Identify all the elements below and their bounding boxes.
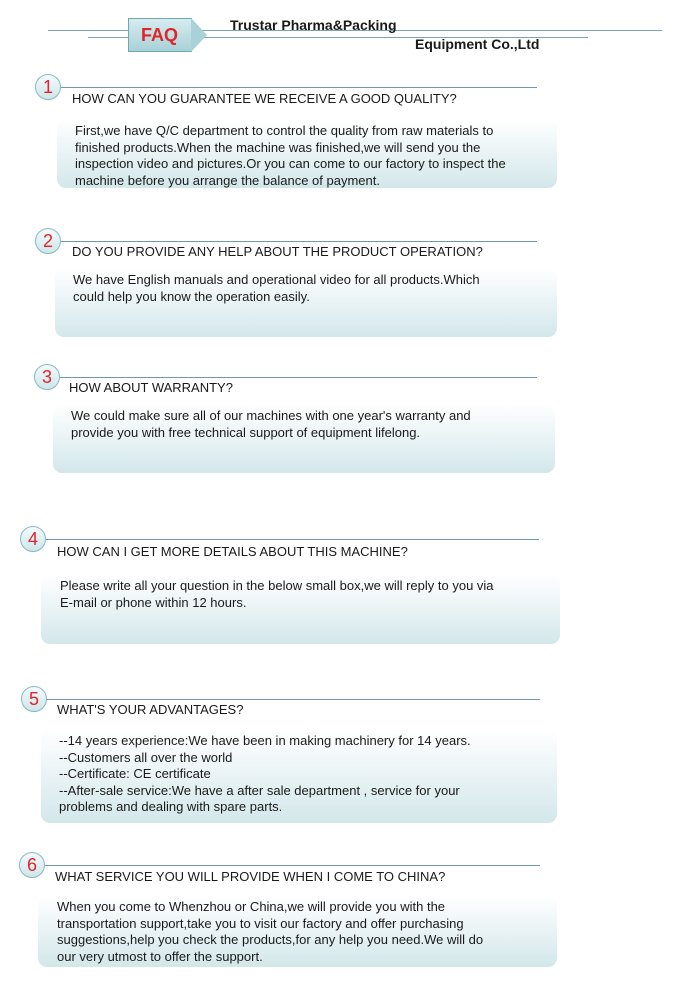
answer-line: --Customers all over the world — [59, 749, 233, 765]
answer-line: our very utmost to offer the support. — [57, 948, 263, 964]
answer-line: finished products.When the machine was finished,we will send you the — [75, 139, 481, 155]
faq-question: HOW CAN I GET MORE DETAILS ABOUT THIS MACHINE? — [57, 544, 408, 559]
answer-line: machine before you arrange the balance of payment. — [75, 172, 380, 188]
faq-label: FAQ — [141, 24, 179, 45]
answer-line: E-mail or phone within 12 hours. — [60, 594, 247, 610]
question-rule — [46, 539, 539, 540]
faq-question: HOW CAN YOU GUARANTEE WE RECEIVE A GOOD QUALITY? — [72, 91, 457, 106]
faq-number-badge: 6 — [19, 852, 45, 878]
faq-answer-box — [38, 895, 557, 967]
answer-line: inspection video and pictures.Or you can come to our factory to inspect the — [75, 156, 506, 171]
faq-banner-arrow — [191, 18, 207, 52]
faq-answer-box — [55, 268, 557, 337]
answer-line: We could make sure all of our machines with one year's warranty and — [71, 408, 471, 423]
company-name-line2: Equipment Co.,Ltd — [415, 36, 540, 52]
company-name-line1: Trustar Pharma&Packing — [230, 17, 397, 33]
question-rule — [45, 865, 540, 866]
answer-line: --After-sale service:We have a after sale department , service for your — [59, 782, 460, 798]
answer-line: When you come to Whenzhou or China,we will provide you with the — [57, 899, 446, 914]
question-rule — [61, 241, 537, 242]
faq-number-badge: 1 — [35, 74, 61, 100]
question-rule — [61, 87, 537, 88]
answer-line: Please write all your question in the below small box,we will reply to you via — [60, 578, 494, 593]
faq-answer-box — [41, 729, 557, 823]
faq-question: HOW ABOUT WARRANTY? — [69, 380, 233, 395]
question-rule — [47, 699, 540, 700]
faq-answer-box — [41, 574, 560, 644]
answer-line: could help you know the operation easily. — [73, 288, 310, 304]
faq-answer-box — [53, 404, 555, 473]
question-rule — [60, 377, 537, 378]
answer-line: problems and dealing with spare parts. — [59, 799, 283, 814]
answer-line: --Certificate: CE certificate — [59, 766, 211, 781]
answer-line: provide you with free technical support of equipment lifelong. — [71, 424, 421, 440]
answer-line: --14 years experience:We have been in making machinery for 14 years. — [59, 733, 471, 748]
answer-line: First,we have Q/C department to control the quality from raw materials to — [75, 123, 494, 138]
faq-number-badge: 5 — [21, 686, 47, 712]
faq-number-badge: 3 — [34, 364, 60, 390]
faq-number-badge: 2 — [35, 228, 61, 254]
answer-line: transportation support,take you to visit our factory and offer purchasing — [57, 915, 464, 931]
faq-answer-box — [57, 119, 557, 188]
answer-line: We have English manuals and operational video for all products.Which — [73, 272, 480, 287]
answer-line: suggestions,help you check the products,for any help you need.We will do — [57, 932, 484, 947]
faq-question: WHAT SERVICE YOU WILL PROVIDE WHEN I COME TO CHINA? — [55, 869, 446, 884]
faq-question: DO YOU PROVIDE ANY HELP ABOUT THE PRODUCT OPERATION? — [72, 244, 483, 259]
faq-question: WHAT'S YOUR ADVANTAGES? — [57, 702, 244, 717]
faq-banner — [128, 18, 192, 52]
faq-number-badge: 4 — [20, 526, 46, 552]
